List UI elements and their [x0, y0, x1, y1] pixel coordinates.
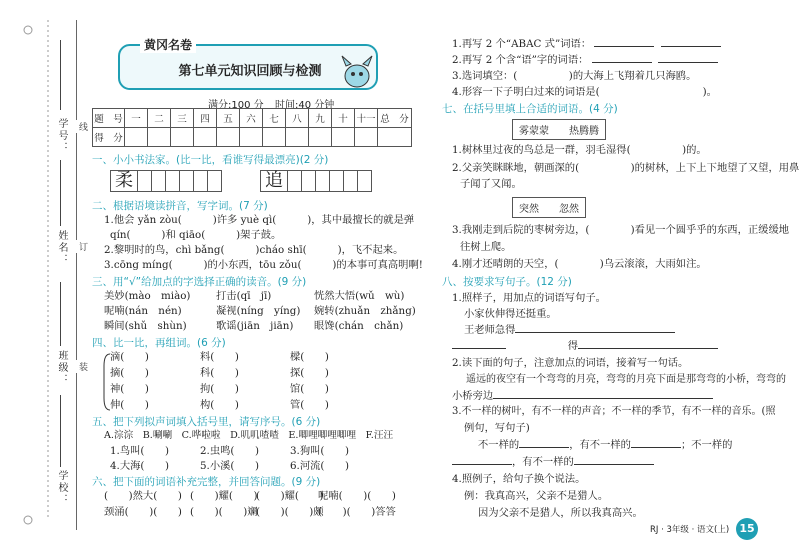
s3-item: 打击(qī jī): [216, 290, 272, 302]
seal-text-pack: 装: [77, 362, 87, 371]
s8-prompt: ，有不一样的: [512, 456, 574, 468]
score-header-cell: 七: [263, 109, 286, 128]
bracket-icon: [100, 352, 112, 412]
s4-item: 拘( ): [200, 383, 239, 395]
s3-item: 美妙(mào miào): [104, 290, 191, 302]
answer-blank[interactable]: [592, 53, 652, 63]
page-number: 15: [736, 518, 758, 540]
score-header-cell: 四: [194, 109, 217, 128]
s6-item: ( )耀( ): [256, 490, 324, 502]
s4-item: 樑( ): [290, 351, 329, 363]
seal-text-bind: 订: [77, 242, 87, 251]
s4-item: 馆( ): [290, 383, 329, 395]
score-header-cell: 十: [332, 109, 355, 128]
score-cell[interactable]: [263, 128, 286, 147]
answer-blank[interactable]: [578, 339, 718, 349]
write-cell[interactable]: [330, 170, 344, 192]
s6-item: ( )然大( ): [104, 490, 182, 502]
answer-blank[interactable]: [631, 438, 681, 448]
write-cell[interactable]: [166, 170, 180, 192]
school-label: 学校：: [56, 470, 67, 506]
name-label: 姓名：: [56, 230, 67, 266]
s8-line: 例句，写句子): [464, 422, 530, 434]
section4-heading: 四、比一比，再组词。(6 分): [92, 337, 226, 349]
write-cell[interactable]: [288, 170, 302, 192]
write-cell[interactable]: [138, 170, 152, 192]
s7-line: 1.树林里过夜的鸟总是一群，羽毛湿得( )的。: [452, 144, 707, 156]
s7-line: 子闻了又闻。: [460, 178, 522, 190]
s7-line: 3.我刚走到后院的枣树旁边，( )看见一个圆乎乎的东西，正缓缓地: [452, 224, 790, 236]
s6-item: ( )( )颇: [256, 506, 324, 518]
calligraphy-box-2: [260, 170, 372, 192]
s4-item: 伸( ): [110, 399, 149, 411]
s6-item: 呢喃( )( ): [318, 490, 396, 502]
section2-heading: 二、根据语境读拼音，写字词。(7 分): [92, 200, 268, 212]
score-header-cell: 五: [217, 109, 240, 128]
s6-item: ( )耀( ): [190, 490, 258, 502]
s4-item: 滴( ): [110, 351, 149, 363]
s8-line: [452, 455, 654, 469]
s8-line: 例：我真高兴，父亲不是猎人。: [464, 490, 609, 502]
score-header-cell: 八: [286, 109, 309, 128]
s5-item: 3.狗叫( ): [290, 445, 350, 457]
s8-prompt: 得: [506, 340, 579, 352]
score-header-cell: 题 号: [93, 109, 125, 128]
r2-text: 2.再写 2 个含“语”字的词语：: [452, 54, 589, 66]
s8-line: 3.不一样的树叶，有不一样的声音；不一样的季节，有不一样的音乐。(照: [452, 406, 776, 417]
section3-heading: 三、用“√”给加点的字选择正确的读音。(9 分): [92, 276, 307, 288]
s8-line: [452, 389, 713, 403]
s5-item: 2.虫鸣( ): [200, 445, 260, 457]
s5-item: 5.小溪( ): [200, 460, 260, 472]
s2-line: qín( )和 qiāo( )架子鼓。: [110, 229, 282, 241]
s4-item: 神( ): [110, 383, 149, 395]
write-cell[interactable]: [358, 170, 372, 192]
full-score: 满分:100 分: [208, 100, 264, 111]
section5-heading: 五、把下列拟声词填入括号里，请写序号。(6 分): [92, 416, 321, 428]
mascot-icon: [338, 54, 376, 90]
answer-blank[interactable]: [452, 339, 506, 349]
s2-line: 1.他会 yǎn zòu( )许多 yuè qì( )，其中最擅长的就是弹: [104, 214, 415, 226]
class-line[interactable]: [60, 282, 61, 346]
score-cell[interactable]: [332, 128, 355, 147]
model-char: 追: [260, 170, 288, 192]
score-header-cell: 三: [171, 109, 194, 128]
answer-blank[interactable]: [493, 389, 713, 399]
r-line: [452, 53, 718, 67]
score-cell[interactable]: [286, 128, 309, 147]
s3-item: 眼馋(chán chǎn): [314, 320, 404, 332]
student-no-line[interactable]: [60, 40, 61, 110]
s4-item: 探( ): [290, 367, 329, 379]
answer-blank[interactable]: [661, 37, 721, 47]
s3-item: 恍然大悟(wǔ wù): [314, 290, 405, 302]
score-cell[interactable]: [194, 128, 217, 147]
score-header-row: [93, 109, 412, 128]
score-cell[interactable]: [240, 128, 263, 147]
section7-heading: 七、在括号里填上合适的词语。(4 分): [442, 103, 618, 115]
s8-prompt: 不一样的: [478, 439, 520, 451]
s4-item: 管( ): [290, 399, 329, 411]
s8-line: 小家伙伸得还挺重。: [464, 308, 557, 320]
s8-prompt: 小桥旁边: [452, 390, 494, 402]
score-cell[interactable]: [148, 128, 171, 147]
answer-blank[interactable]: [658, 53, 718, 63]
score-header-cell: 二: [148, 109, 171, 128]
s8-line: 2.读下面的句子，注意加点的词语，接着写一句话。: [452, 357, 689, 369]
s8-prompt: 王老师急得: [464, 324, 516, 336]
score-cell[interactable]: [125, 128, 148, 147]
s8-line: 4.照例子，给句子换个说法。: [452, 473, 586, 485]
s3-item: 呢喃(nán nén): [104, 305, 182, 317]
s6-item: ( )( )斓: [190, 506, 258, 518]
score-cell[interactable]: [378, 128, 412, 147]
answer-blank[interactable]: [594, 37, 654, 47]
score-header-cell: 九: [309, 109, 332, 128]
brand-logo: 黄冈名卷: [140, 36, 196, 53]
score-header-cell: 一: [125, 109, 148, 128]
s8-prompt: ；不一样的: [680, 439, 733, 451]
exam-time: 时间:40 分钟: [275, 100, 335, 111]
write-cell[interactable]: [208, 170, 222, 192]
write-cell[interactable]: [316, 170, 330, 192]
r1-text: 1.再写 2 个“ABAC 式”词语：: [452, 38, 592, 50]
answer-blank[interactable]: [452, 455, 512, 465]
s3-item: 瞬间(shǔ shùn): [104, 320, 187, 332]
s5-item: 1.鸟叫( ): [110, 445, 170, 457]
section8-heading: 八、按要求写句子。(12 分): [442, 276, 572, 288]
score-header-cell: 六: [240, 109, 263, 128]
word-choice-box: 雾蒙蒙 热腾腾: [512, 119, 606, 140]
s4-item: 构( ): [200, 399, 239, 411]
page-title: 第七单元知识回顾与检测: [178, 64, 322, 79]
score-value-row: [93, 128, 412, 147]
grade-label: RJ · 3年级 · 语文(上): [650, 525, 730, 535]
write-cell[interactable]: [302, 170, 316, 192]
s6-item: ( )( )答答: [318, 506, 396, 518]
score-cell[interactable]: [309, 128, 332, 147]
answer-blank[interactable]: [519, 438, 569, 448]
score-table: [92, 108, 412, 147]
s2-line: 3.cōng míng( )的小东西，tōu zǒu( )的本事可真高明啊!: [104, 259, 423, 271]
r-line: 3.选词填空：( )的大海上飞翔着几只海鸥。: [452, 70, 697, 82]
seal-line: [76, 20, 77, 530]
s5-options: A.淙淙 B.唰唰 C.哗啦啦 D.叽叽喳喳 E.唧哩唧哩唧哩 F.汪汪: [104, 430, 394, 441]
seal-text-line: 线: [77, 122, 87, 131]
s4-item: 科( ): [200, 367, 239, 379]
s8-line: [452, 339, 718, 353]
class-label: 班级：: [56, 350, 67, 386]
s8-line: 遥远的夜空有一个弯弯的月亮，弯弯的月亮下面是那弯弯的小桥，弯弯的: [466, 374, 786, 385]
s7-line: 2.父亲笑眯眯地，朝画深的( )的树林，上下上下地望了又望，用鼻: [452, 162, 800, 174]
write-cell[interactable]: [194, 170, 208, 192]
s2-line: 2.黎明时的鸟，chì bǎng( )cháo shī( )，飞不起来。: [104, 244, 404, 256]
write-cell[interactable]: [344, 170, 358, 192]
s8-line: [478, 438, 732, 452]
s8-line: [464, 323, 675, 337]
s8-prompt: ，有不一样的: [569, 439, 631, 451]
name-line[interactable]: [60, 160, 61, 226]
model-char: 柔: [110, 170, 138, 192]
score-cell[interactable]: [217, 128, 240, 147]
s4-item: 摘( ): [110, 367, 149, 379]
s3-item: 婉转(zhuǎn zhǎng): [314, 305, 416, 317]
r-line: [452, 37, 721, 51]
answer-blank[interactable]: [515, 323, 675, 333]
section6-heading: 六、把下面的词语补充完整，并回答问题。(9 分): [92, 476, 321, 488]
s6-item: 颈涌( )( ): [104, 506, 182, 518]
section1-heading: 一、小小书法家。(比一比，看谁写得最漂亮)(2 分): [92, 154, 329, 166]
score-header-cell: 十一: [355, 109, 378, 128]
score-label: 得 分: [93, 128, 125, 147]
write-cell[interactable]: [180, 170, 194, 192]
answer-blank[interactable]: [574, 455, 654, 465]
s7-line: 4.刚才还晴朗的天空，( )乌云滚滚，大雨如注。: [452, 258, 707, 270]
calligraphy-box-1: [110, 170, 222, 192]
write-cell[interactable]: [152, 170, 166, 192]
student-no-label: 学号：: [56, 118, 67, 154]
s8-line: 因为父亲不是猎人，所以我真高兴。: [478, 507, 643, 519]
s8-line: 1.照样子，用加点的词语写句子。: [452, 292, 606, 304]
score-header-cell: 总 分: [378, 109, 412, 128]
s3-item: 歌谣(jiān jiān): [216, 320, 294, 332]
s5-item: 6.河流( ): [290, 460, 350, 472]
score-cell[interactable]: [171, 128, 194, 147]
s5-item: 4.大海( ): [110, 460, 170, 472]
word-choice-box: 突然 忽然: [512, 197, 586, 218]
school-line[interactable]: [60, 395, 61, 467]
score-cell[interactable]: [355, 128, 378, 147]
r-line: 4.形容一下子明白过来的词语是( )。: [452, 86, 717, 98]
s4-item: 料( ): [200, 351, 239, 363]
s3-item: 凝视(níng yíng): [216, 305, 301, 317]
s7-line: 往树上爬。: [460, 241, 512, 253]
binding-strip: [0, 0, 90, 554]
